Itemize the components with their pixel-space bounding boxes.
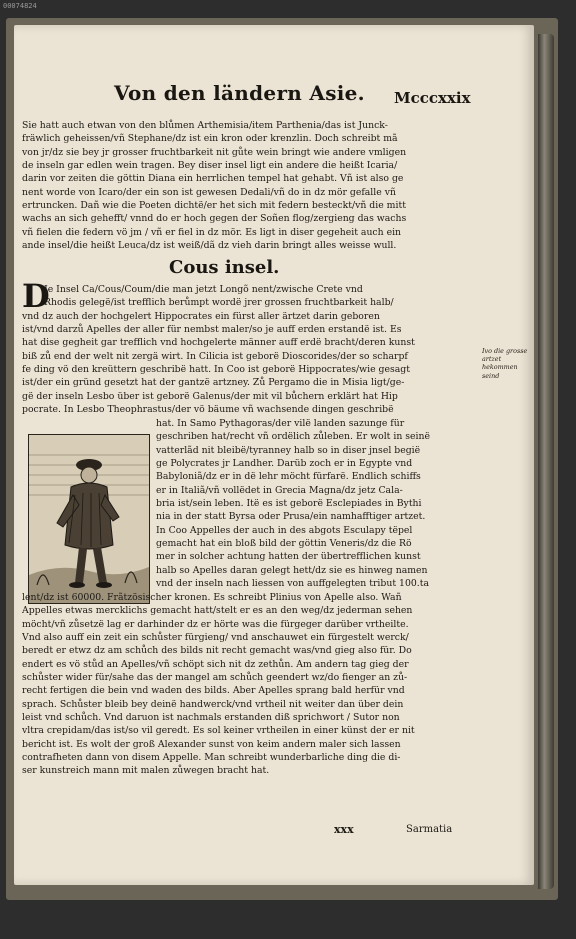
text-line: halb so Apelles daran gelegt hett/dz sie es hinweg namen xyxy=(156,564,428,576)
text-line: Appelles etwas mercklichs gemacht hatt/stelt er es an den weg/dz jederman sehen xyxy=(22,605,413,617)
text-line: hat dise gegheit gar trefflich vnd hochgelerte männer auff erdë bracht/deren kunst xyxy=(22,337,415,349)
text-line: vnd der inseln nach liessen von auffgelegten tribut 100.ta xyxy=(156,578,430,590)
woodcut-figure-image xyxy=(29,435,149,603)
section-title: Cous insel. xyxy=(169,257,280,278)
text-line: er in Italiã/vñ vollëdet in Grecia Magna/dz jetz Cala- xyxy=(156,484,403,496)
text-line: contrafheten dann von disem Appelle. Man schreibt wunderbarliche ding die di- xyxy=(22,752,401,764)
text-line: hat. In Samo Pythagoras/der vilë landen sazunge für xyxy=(156,418,405,429)
text-line: gë der inseln Lesbo über ist geborë Galenus/der mit vil bůchern erklärt hat Hip xyxy=(22,390,398,402)
marginal-note: Ivo die grosse artzet hekommen seind xyxy=(482,347,528,380)
text-line: fe ding vö den kreüttern geschribë hatt. In Coo ist geborë Hippocrates/wie gesagt xyxy=(22,364,410,376)
text-line: beredt er etwz dz am schůch des bilds nit recht gemacht was/vnd gieg also für. Do xyxy=(22,645,412,657)
cos-text-beside-figure xyxy=(156,417,492,590)
text-line: Je Insel Ca/Cous/Coum/die man jetzt Longõ nent/zwische Crete vnd xyxy=(44,284,363,295)
text-line: ist/vnd darzů Apelles der aller für nembst maler/so je auff erden erstandë ist. Es xyxy=(22,324,402,336)
catchword: Sarmatia xyxy=(406,824,453,835)
text-line: wachs an sich gehefft/ vnnd do er hoch gegen der Soñen flog/zergieng das wachs xyxy=(22,213,407,225)
text-line: pocrate. In Lesbo Theophrastus/der vö bäume vñ wachsende dingen geschribë xyxy=(22,404,394,416)
text-line: endert es vö stůd an Apelles/vñ schöpt sich nit dz zethůn. Am andern tag gieg der xyxy=(22,658,409,670)
scan-identifier: 00074824 xyxy=(3,2,37,10)
page-text-area xyxy=(14,25,534,885)
text-line: Vnd also auff ein zeit ein schůster fürgieng/ vnd anschauwet ein fürgestelt werck/ xyxy=(22,632,409,644)
text-line: ande insel/die heißt Leuca/dz ist weiß/dã dz vieh darin bringt alles weisse wull. xyxy=(22,240,397,252)
drop-cap: D xyxy=(22,277,50,315)
text-line: darin vor zeiten die göttin Diana ein herrlichen tempel hat gehabt. Vñ ist also ge xyxy=(22,173,404,185)
text-line: nia in der statt Byrsa oder Prusa/ein namhafftiger artzet. xyxy=(156,511,426,523)
text-line: mer in solcher achtung hatten der übertrefflichen kunst xyxy=(156,551,421,563)
text-line: ertruncken. Dañ wie die Poeten dichtë/er het sich mit federn besteckt/vñ die mitt xyxy=(22,200,406,212)
text-line: vnd dz auch der hochgelert Hippocrates ein fürst aller ärtzet darin geboren xyxy=(22,310,380,322)
text-line: bericht ist. Es wolt der groß Alexander sunst von keim andern maler sich lassen xyxy=(22,738,401,750)
cos-paragraph xyxy=(22,277,496,416)
text-line: ge Polycrates jr Landher. Darüb zoch er in Egypte vnd xyxy=(156,458,413,470)
signature-mark: xxx xyxy=(334,823,354,836)
text-line: möcht/vñ zůsetzë lag er darhinder dz er hörte was die fürgeger darüber vrtheilte. xyxy=(22,618,409,630)
text-line: recht fertigen die bein vnd waden des bilds. Aber Apelles sprang bald herfür vnd xyxy=(22,685,405,697)
text-line: gemacht hat ein bloß bild der göttin Veneris/dz die Rö xyxy=(156,538,412,550)
text-line: sprach. Schůster bleib bey deinë handwerck/vnd vrtheil nit weiter dan über dein xyxy=(22,698,404,710)
text-line: bria ist/sein leben. Itë es ist geborë Esclepiades in Bythi xyxy=(156,498,422,510)
woodcut-illustration xyxy=(28,434,150,604)
cos-text-after-figure xyxy=(22,591,492,778)
text-line: leist vnd schůch. Vnd daruon ist nachmals erstanden diß sprichwort / Sutor non xyxy=(22,712,400,724)
text-line: de inseln gar edlen wein tragen. Bey diser insel ligt ein andere die heißt Icaria/ xyxy=(22,160,398,172)
text-line: Rhodis gelegë/ist trefflich berůmpt wordë jrer grossen fruchtbarkeit halb/ xyxy=(44,297,394,309)
running-head: Von den ländern Asie. xyxy=(114,81,365,105)
text-line: schůster wider für/sahe das der mangel am schůch geendert wz/do fienger an zů- xyxy=(22,672,408,684)
book-page xyxy=(14,25,534,885)
book-spine xyxy=(538,34,554,889)
text-line: ser kunstreich mann mit malen zůwegen bracht hat. xyxy=(22,765,270,777)
text-line: von jr/dz sie bey jr grosser fruchtbarkeit nit gůte wein bringt wie andere vmligen xyxy=(22,146,407,158)
text-line: Babyloniã/dz er in dë lehr möcht fürfarë. Endlich schiffs xyxy=(156,471,421,483)
text-line: biß zů end der welt nit zergä wirt. In Cilicia ist geborë Dioscorides/der so scharpf xyxy=(22,350,408,362)
text-line: geschriben hat/recht vñ ordëlich zůleben. Er wolt in seinë xyxy=(156,431,431,443)
text-line: nent worde von Icaro/der ein son ist gewesen Dedali/vñ do in dz mör gefalle vñ xyxy=(22,186,396,198)
text-line: vñ fielen die federn vö jm / vñ er fiel in dz mör. Es ligt in diser gegeheit auch ein xyxy=(22,226,402,238)
text-line: lent/dz ist 60000. Frãtzösischer kronen. Es schreibt Plinius von Apelle also. Wañ xyxy=(22,592,402,603)
text-line: vatterlãd nit bleibë/tyranney halb so in diser jnsel begië xyxy=(156,444,421,456)
text-line: fräwlich geheissen/vñ Stephane/dz ist ein kron oder krenzlin. Doch schreibt mã xyxy=(22,133,398,145)
text-line: In Coo Appelles der auch in des abgots Esculapy tëpel xyxy=(156,524,413,536)
folio-number: Mcccxxix xyxy=(394,89,471,107)
text-line: vltra crepidam/das ist/so vil geredt. Es sol keiner vrtheilen in einer künst der er nit xyxy=(22,725,415,737)
text-line: Sie hatt auch etwan von den blůmen Arthemisia/item Parthenia/das ist Junck- xyxy=(22,120,388,131)
text-line: ist/der ein gründ gesetzt hat der gantzë artzney. Zů Pergamo die in Misia ligt/ge- xyxy=(22,377,405,389)
top-paragraph xyxy=(22,119,500,252)
